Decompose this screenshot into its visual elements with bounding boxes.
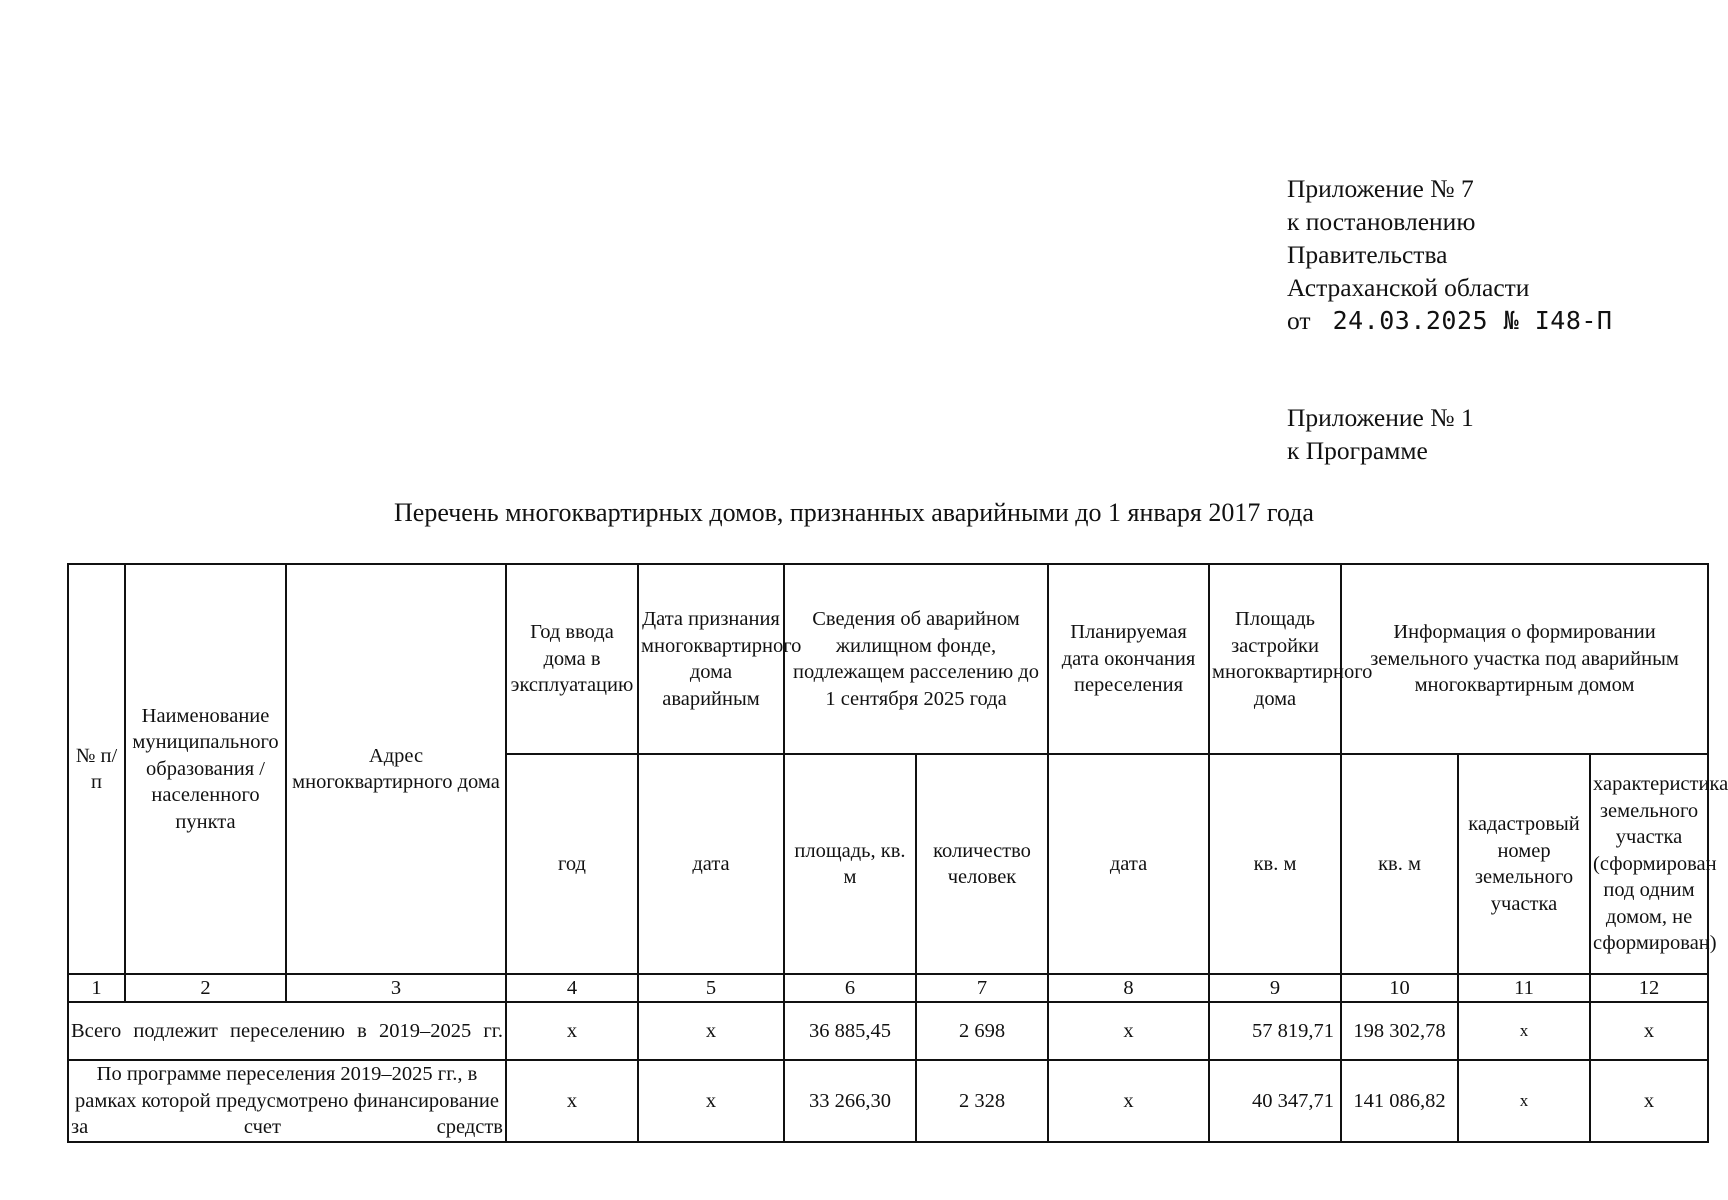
col-num: 7	[916, 974, 1048, 1002]
header-num: № п/п	[68, 564, 125, 974]
unit-planned-date: дата	[1048, 754, 1209, 974]
header-address: Адрес многоквартирного дома	[286, 564, 506, 974]
table-row	[68, 1002, 1708, 1060]
row-area: 33 266,30	[784, 1060, 916, 1142]
row-year: х	[506, 1002, 638, 1060]
row-land-char: х	[1590, 1060, 1708, 1142]
appendix-7-date-line	[1287, 304, 1613, 337]
col-num: 1	[68, 974, 125, 1002]
col-num: 8	[1048, 974, 1209, 1002]
appendix-1-block	[1287, 401, 1474, 467]
header-planned-date: Планируемая дата окончания переселения	[1048, 564, 1209, 754]
row-people: 2 698	[916, 1002, 1048, 1060]
col-num: 2	[125, 974, 286, 1002]
appendix-7-line-4: Астраханской области	[1287, 273, 1530, 302]
unit-people: количество человек	[916, 754, 1048, 974]
row-cadastral: х	[1458, 1060, 1590, 1142]
appendix-7-line-3: Правительства	[1287, 240, 1448, 269]
row-people: 2 328	[916, 1060, 1048, 1142]
col-num: 9	[1209, 974, 1341, 1002]
row-year: х	[506, 1060, 638, 1142]
appendix-1-line-2: к Программе	[1287, 436, 1428, 465]
header-cadastral: кадастровый номер земельного участка	[1458, 754, 1590, 974]
col-num: 6	[784, 974, 916, 1002]
col-num: 11	[1458, 974, 1590, 1002]
row-build-area: 57 819,71	[1209, 1002, 1341, 1060]
unit-land-area: кв. м	[1341, 754, 1458, 974]
appendix-7-line-1: Приложение № 7	[1287, 174, 1474, 203]
row-land-area: 198 302,78	[1341, 1002, 1458, 1060]
appendix-1-line-1: Приложение № 1	[1287, 403, 1474, 432]
row-land-area: 141 086,82	[1341, 1060, 1458, 1142]
col-num: 5	[638, 974, 784, 1002]
housing-table	[67, 563, 1728, 1143]
date-stamp: 24.03.2025 № I48-П	[1332, 306, 1613, 335]
header-row-1	[68, 564, 1708, 754]
row-build-area: 40 347,71	[1209, 1060, 1341, 1142]
row-planned: х	[1048, 1002, 1209, 1060]
row-cadastral: х	[1458, 1002, 1590, 1060]
appendix-7-line-2: к постановлению	[1287, 207, 1476, 236]
header-municipality: Наименование муниципального образования / населенного пункта	[125, 564, 286, 974]
row-description: Всего подлежит переселению в 2019–2025 гг.	[68, 1002, 506, 1060]
header-land-char: характеристика земельного участка (сформирован под одним домом, не сформирован)	[1590, 754, 1708, 974]
row-planned: х	[1048, 1060, 1209, 1142]
col-num: 12	[1590, 974, 1708, 1002]
row-land-char: х	[1590, 1002, 1708, 1060]
unit-year: год	[506, 754, 638, 974]
unit-area: площадь, кв. м	[784, 754, 916, 974]
unit-date: дата	[638, 754, 784, 974]
col-num: 4	[506, 974, 638, 1002]
header-recognition-date: Дата признания многоквартирного дома аварийным	[638, 564, 784, 754]
row-area: 36 885,45	[784, 1002, 916, 1060]
appendix-7-block	[1287, 172, 1613, 337]
date-prefix: от	[1287, 306, 1311, 335]
column-number-row	[68, 974, 1708, 1002]
row-description: По программе переселения 2019–2025 гг., в рамках которой предусмотрено финансирование за счет средств	[68, 1060, 506, 1142]
unit-build-area: кв. м	[1209, 754, 1341, 974]
row-date: х	[638, 1060, 784, 1142]
header-land-info: Информация о формировании земельного участка под аварийным многоквартирным домом	[1341, 564, 1708, 754]
row-date: х	[638, 1002, 784, 1060]
col-num: 3	[286, 974, 506, 1002]
header-fund-info: Сведения об аварийном жилищном фонде, подлежащем расселению до 1 сентября 2025 года	[784, 564, 1048, 754]
header-build-area: Площадь застройки многоквартирного дома	[1209, 564, 1341, 754]
col-num: 10	[1341, 974, 1458, 1002]
document-title: Перечень многоквартирных домов, признанных аварийными до 1 января 2017 года	[394, 498, 1314, 527]
header-year: Год ввода дома в эксплуатацию	[506, 564, 638, 754]
table-row	[68, 1060, 1708, 1142]
